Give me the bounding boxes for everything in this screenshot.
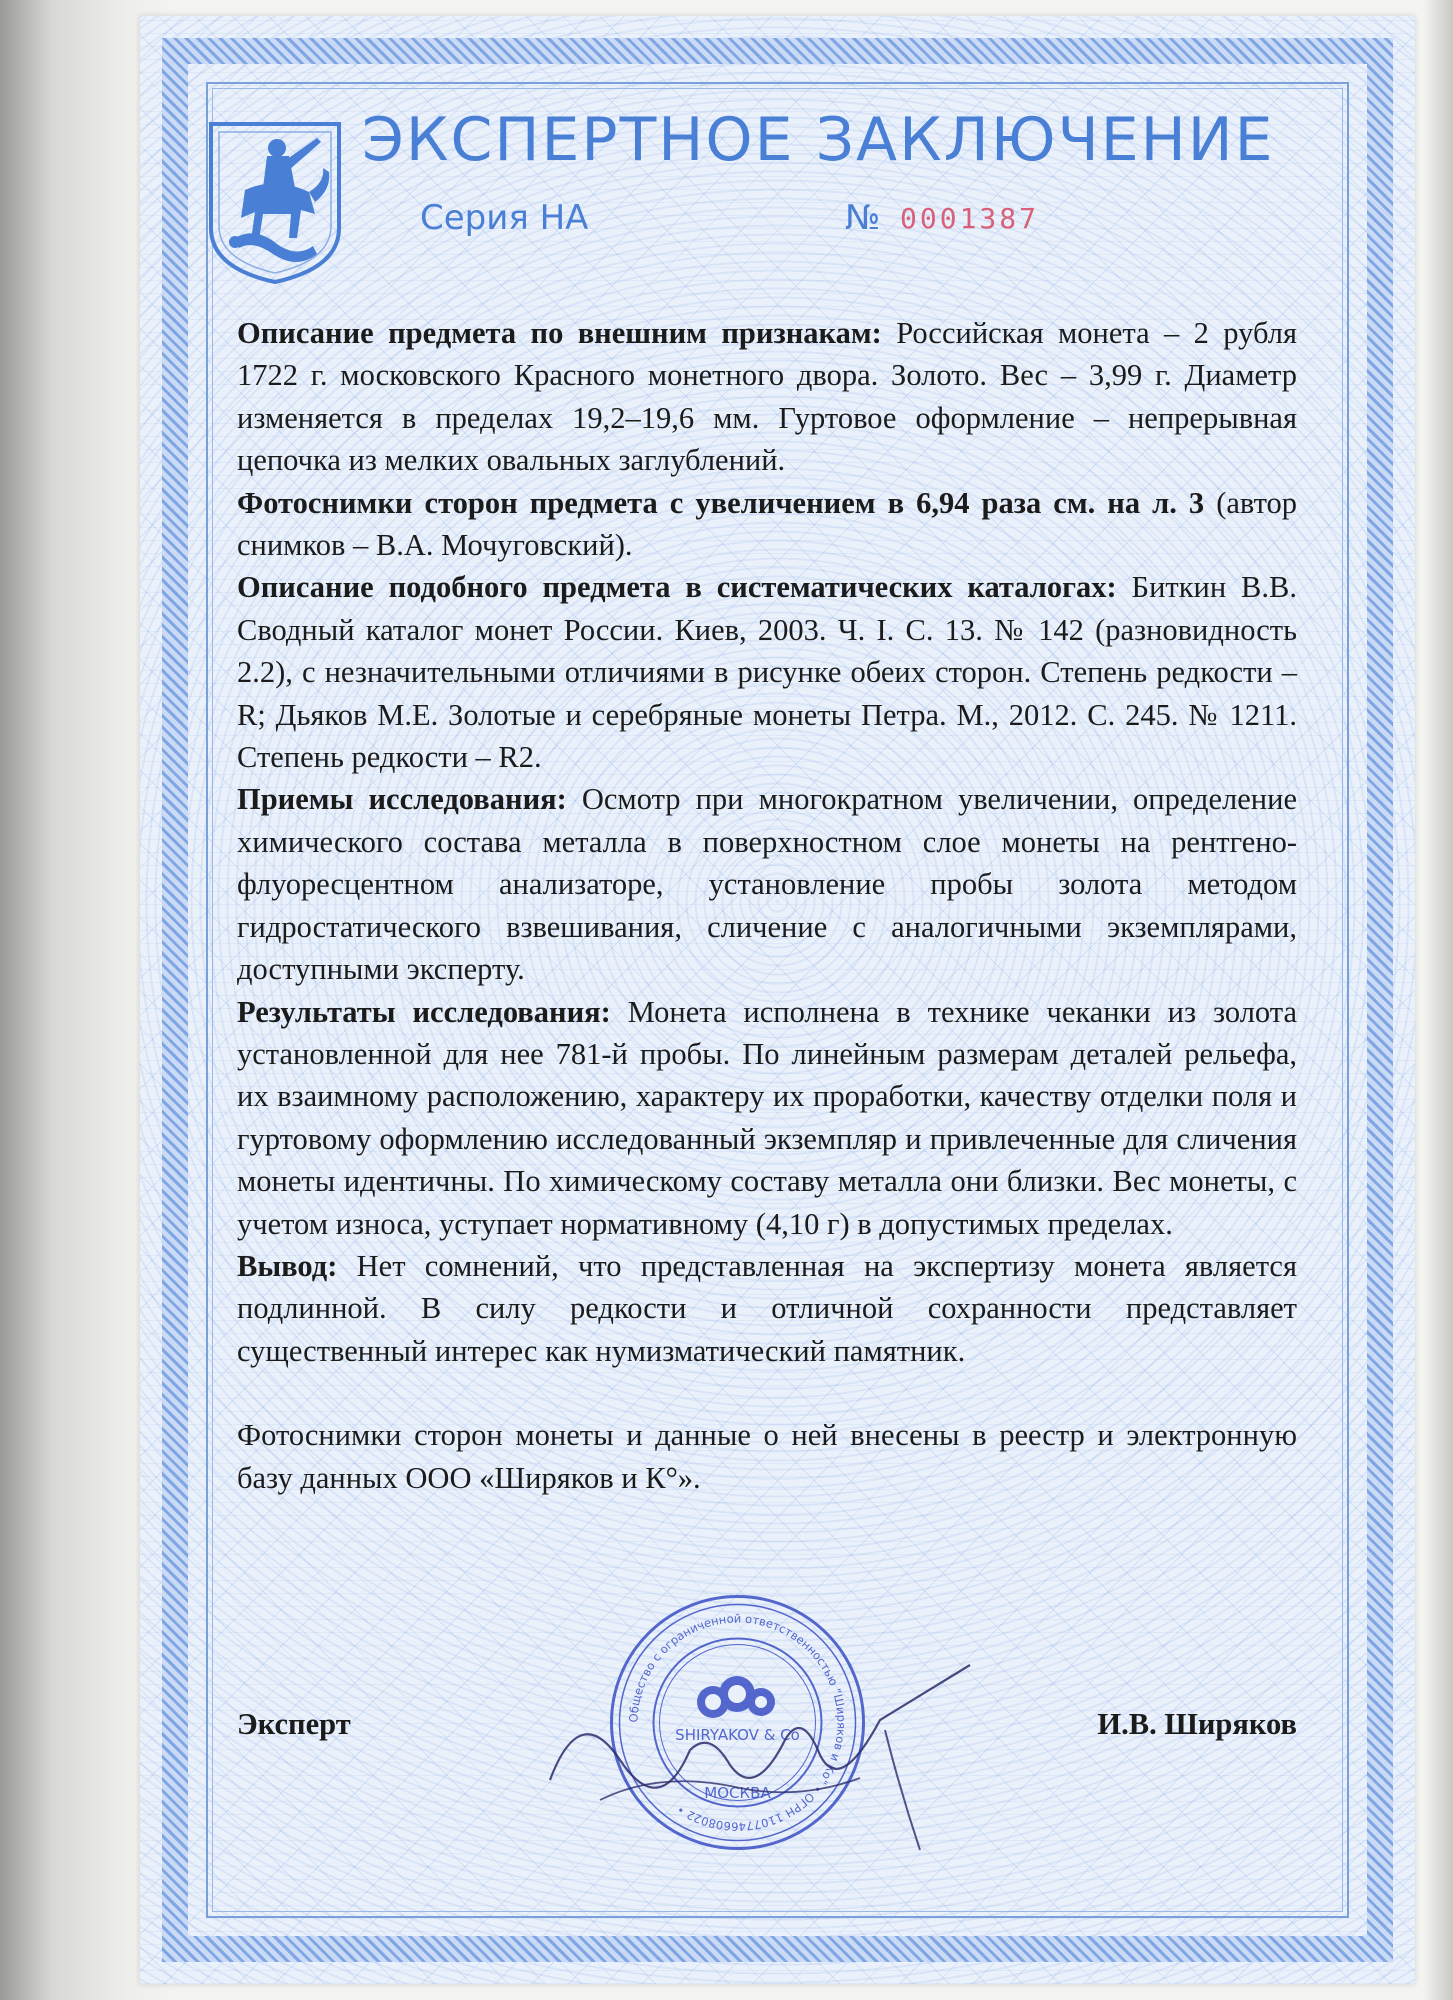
section-external-description (237, 312, 1297, 482)
serial-number: 0001387 (900, 202, 1040, 235)
certificate-body (237, 312, 1297, 1499)
section-text: Осмотр при многократном увеличении, определение химического состава металла в поверхностном слое монеты на рентгено-флуоресцентном анализаторе, установление пробы золота методом гидростатического взвешивания, сличение с аналогичными экземплярами, доступными эксперту. (237, 782, 1297, 987)
section-catalogs (237, 566, 1297, 778)
section-label: Фотоснимки сторон предмета с увеличением в 6,94 раза см. на л. 3 (237, 485, 1205, 520)
series-number-row (420, 198, 1220, 248)
expert-name: И.В. Ширяков (1097, 1707, 1297, 1741)
section-text: Нет сомнений, что представленная на экспертизу монета является подлинной. В силу редкости и отличной сохранности представляет существенный интерес как нумизматический памятник. (237, 1248, 1297, 1368)
section-results (237, 991, 1297, 1245)
certificate-title: ЭКСПЕРТНОЕ ЗАКЛЮЧЕНИЕ (362, 105, 1275, 175)
expert-label: Эксперт (237, 1707, 351, 1741)
section-label: Вывод: (237, 1248, 338, 1283)
section-text: Монета исполнена в технике чеканки из золота установленной для нее 781-й пробы. По линейным размерам деталей рельефа, их взаимному расположению, характеру их проработки, качеству отделки поля и гуртовому оформлению исследованный экземпляр и привлеченные для сличения монеты идентичны. По химическому составу металла они близки. Вес монеты, с учетом износа, уступает нормативному (4,10 г) в допустимых пределах. (237, 994, 1297, 1241)
section-label: Описание подобного предмета в систематических каталогах: (237, 570, 1117, 605)
section-label: Описание предмета по внешним признакам: (237, 316, 882, 350)
section-methods (237, 778, 1297, 990)
seal-bottom-text: МОСКВА (704, 1784, 771, 1802)
section-label: Результаты исследования: (237, 994, 611, 1029)
series-label: Серия НА (420, 198, 589, 238)
handwritten-signature (540, 1660, 1000, 1860)
section-text: Биткин В.В. Сводный каталог монет России. Киев, 2003. Ч. I. С. 13. № 142 (разновидность 2.2), с незначительными отличиями в рисунке обеих сторон. Степень редкости – R; Дьяков М.Е. Золотые и серебряные монеты Петра. М., 2012. С. 245. № 1211. Степень редкости – R2. (237, 570, 1297, 775)
section-label: Приемы исследования: (237, 782, 567, 817)
section-photos (237, 482, 1297, 567)
seal-outer-text: Общество с ограниченной ответственностью "Ширяков и Ко" • ОГРН 1107746608022 • (626, 1611, 849, 1834)
section-text: Российская монета – 2 рубля 1722 г. московского Красного монетного двора. Золото. Вес – 3,99 г. Диаметр изменяется в пределах 19,2–19,6 мм. Гуртовое оформление – непрерывная цепочка из мелких овальных заглублений. (237, 316, 1297, 478)
number-sign: № (845, 198, 881, 238)
signature-row (237, 1707, 1297, 1747)
seal-logo-text: SHIRYAKOV & Co (675, 1726, 800, 1744)
registry-note: Фотоснимки сторон монеты и данные о ней внесены в реестр и электронную базу данных ООО «Ширяков и К°». (237, 1418, 1297, 1495)
moscow-coat-of-arms-icon (205, 118, 345, 286)
section-text: (автор снимков – В.А. Мочуговский). (237, 485, 1297, 563)
section-conclusion (237, 1245, 1297, 1372)
page-edge-shadow (1423, 0, 1453, 2000)
